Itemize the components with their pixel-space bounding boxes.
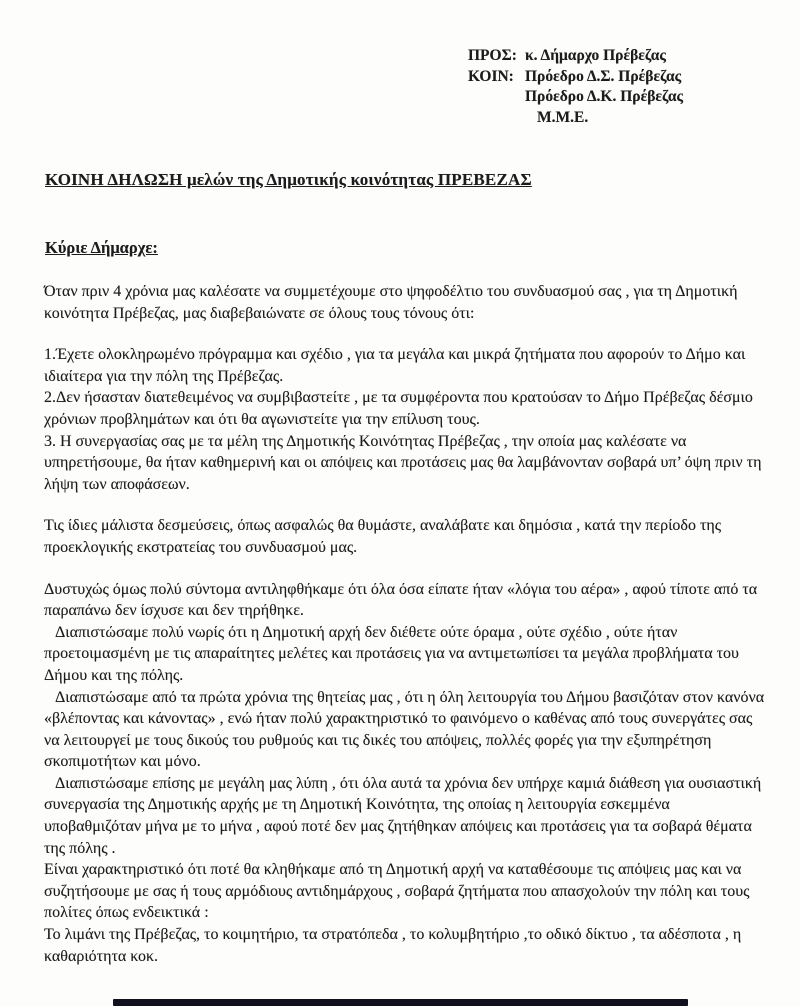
recipient-line: [468, 108, 683, 129]
recipient-text: Μ.Μ.Ε.: [537, 108, 589, 126]
paragraph-commitments: Τις ίδιες μάλιστα δεσμεύσεις, όπως ασφαλώς θα θυμάστε, αναλάβατε και δημόσια , κατά την περίοδο της προεκλογικής εκστρατείας του συνδυασμού μας.: [44, 517, 722, 556]
recipient-text: Πρόεδρο Δ.Σ. Πρέβεζας: [525, 67, 682, 85]
recipient-label: ΚΟΙΝ:: [468, 67, 514, 85]
recipient-line: [468, 46, 683, 67]
recipient-text: κ. Δήμαρχο Πρέβεζας: [525, 47, 666, 64]
paragraph-finding-1: Διαπιστώσαμε πολύ νωρίς ότι η Δημοτική αρχή δεν διέθετε ούτε όραμα , ούτε σχέδιο , ούτε ήταν προετοιμασμένη με τις απαραίτητες μελέτες και προτάσεις για να αντιμετωπίσει τα μεγάλα προβλήματα του Δήμου και της πόλης.: [44, 623, 739, 684]
letter-body: [44, 281, 766, 967]
recipient-line: [468, 67, 683, 88]
recipient-label: ΠΡΟΣ:: [468, 47, 517, 64]
paragraph-finding-2: Διαπιστώσαμε από τα πρώτα χρόνια της θητείας μας , ότι η όλη λειτουργία του Δήμου βασιζόταν στον κανόνα «βλέποντας και κάνοντας» , ενώ ήταν πολύ χαρακτηριστικό το φαινόμενο ο καθένας από τους συνεργάτες σας να λειτουργεί με τους δικούς του ρυθμούς και τις δικές του απόψεις, πολλές φορές για την εξυπηρέτηση σκοπιμοτήτων και μόνο.: [44, 688, 765, 771]
scan-artifact-bar: [113, 999, 688, 1006]
recipient-text: Πρόεδρο Δ.Κ. Πρέβεζας: [525, 88, 684, 105]
paragraph-finding-3: Διαπιστώσαμε επίσης με μεγάλη μας λύπη , ότι όλα αυτά τα χρόνια δεν υπήρχε καμιά διάθεση για ουσιαστική συνεργασία της Δημοτικής αρχής με τη Δημοτική Κοινότητα, της οποίας η λειτουργία εσκεμμένα υποβαθμιζόταν μήνα με το μήνα , αφού ποτέ δεν μας ζητήθηκαν απόψεις και προτάσεις για τα σοβαρά θέματα της πόλης .: [44, 774, 762, 857]
paragraph-point-3: 3. Η συνεργασίας σας με τα μέλη της Δημοτικής Κοινότητας Πρέβεζας , την οποία μας καλέσατε να υπηρετήσουμε, θα ήταν καθημερινή και οι απόψεις και προτάσεις μας θα λαμβάνονταν σοβαρά υπ’ όψη πριν τη λήψη των αποφάσεων.: [44, 432, 762, 493]
paragraph-examples-intro: Είναι χαρακτηριστικό ότι ποτέ θα κληθήκαμε από τη Δημοτική αρχή να καταθέσουμε τις απόψεις μας και να συζητήσουμε με σας ή τους αρμόδιους αντιδημάρχους , σοβαρά ζητήματα που απασχολούν την πόλη και τους πολίτες όπως ενδεικτικά :: [44, 861, 750, 922]
paragraph-point-2: 2.Δεν ήσασταν διατεθειμένος να συμβιβαστείτε , με τα συμφέροντα που κρατούσαν το Δήμο Πρέβεζας δέσμιο χρόνιων προβλημάτων και ότι θα αγωνιστείτε για την επίλυση τους.: [44, 389, 753, 428]
recipient-line: [468, 87, 683, 108]
paragraph-intro: Όταν πριν 4 χρόνια μας καλέσατε να συμμετέχουμε στο ψηφοδέλτιο του συνδυασμού σας , για τη Δημοτική κοινότητα Πρέβεζας, μας διαβεβαιώνατε σε όλους τους τόνους ότι:: [44, 283, 738, 322]
salutation: Κύριε Δήμαρχε:: [45, 238, 158, 257]
paragraph-examples-list: Το λιμάνι της Πρέβεζας, το κοιμητήριο, τα στρατόπεδα , το κολυμβητήριο ,το οδικό δίκτυο , τα αδέσποτα , η καθαριότητα κοκ.: [44, 926, 742, 965]
recipients-block: [468, 46, 683, 128]
recipient-label: [468, 87, 525, 108]
document-title: ΚΟΙΝΗ ΔΗΛΩΣΗ μελών της Δημοτικής κοινότητας ΠΡΕΒΕΖΑΣ: [45, 170, 532, 189]
paragraph-point-1: 1.Έχετε ολοκληρωμένο πρόγραμμα και σχέδιο , για τα μεγάλα και μικρά ζητήματα που αφορούν το Δήμο και ιδιαίτερα για την πόλη της Πρέβεζας.: [44, 346, 746, 385]
recipient-label: [468, 108, 525, 129]
paragraph-disappointment: Δυστυχώς όμως πολύ σύντομα αντιληφθήκαμε ότι όλα όσα είπατε ήταν «λόγια του αέρα» , αφού τίποτε από τα παραπάνω δεν ίσχυσε και δεν τηρήθηκε.: [44, 580, 758, 620]
